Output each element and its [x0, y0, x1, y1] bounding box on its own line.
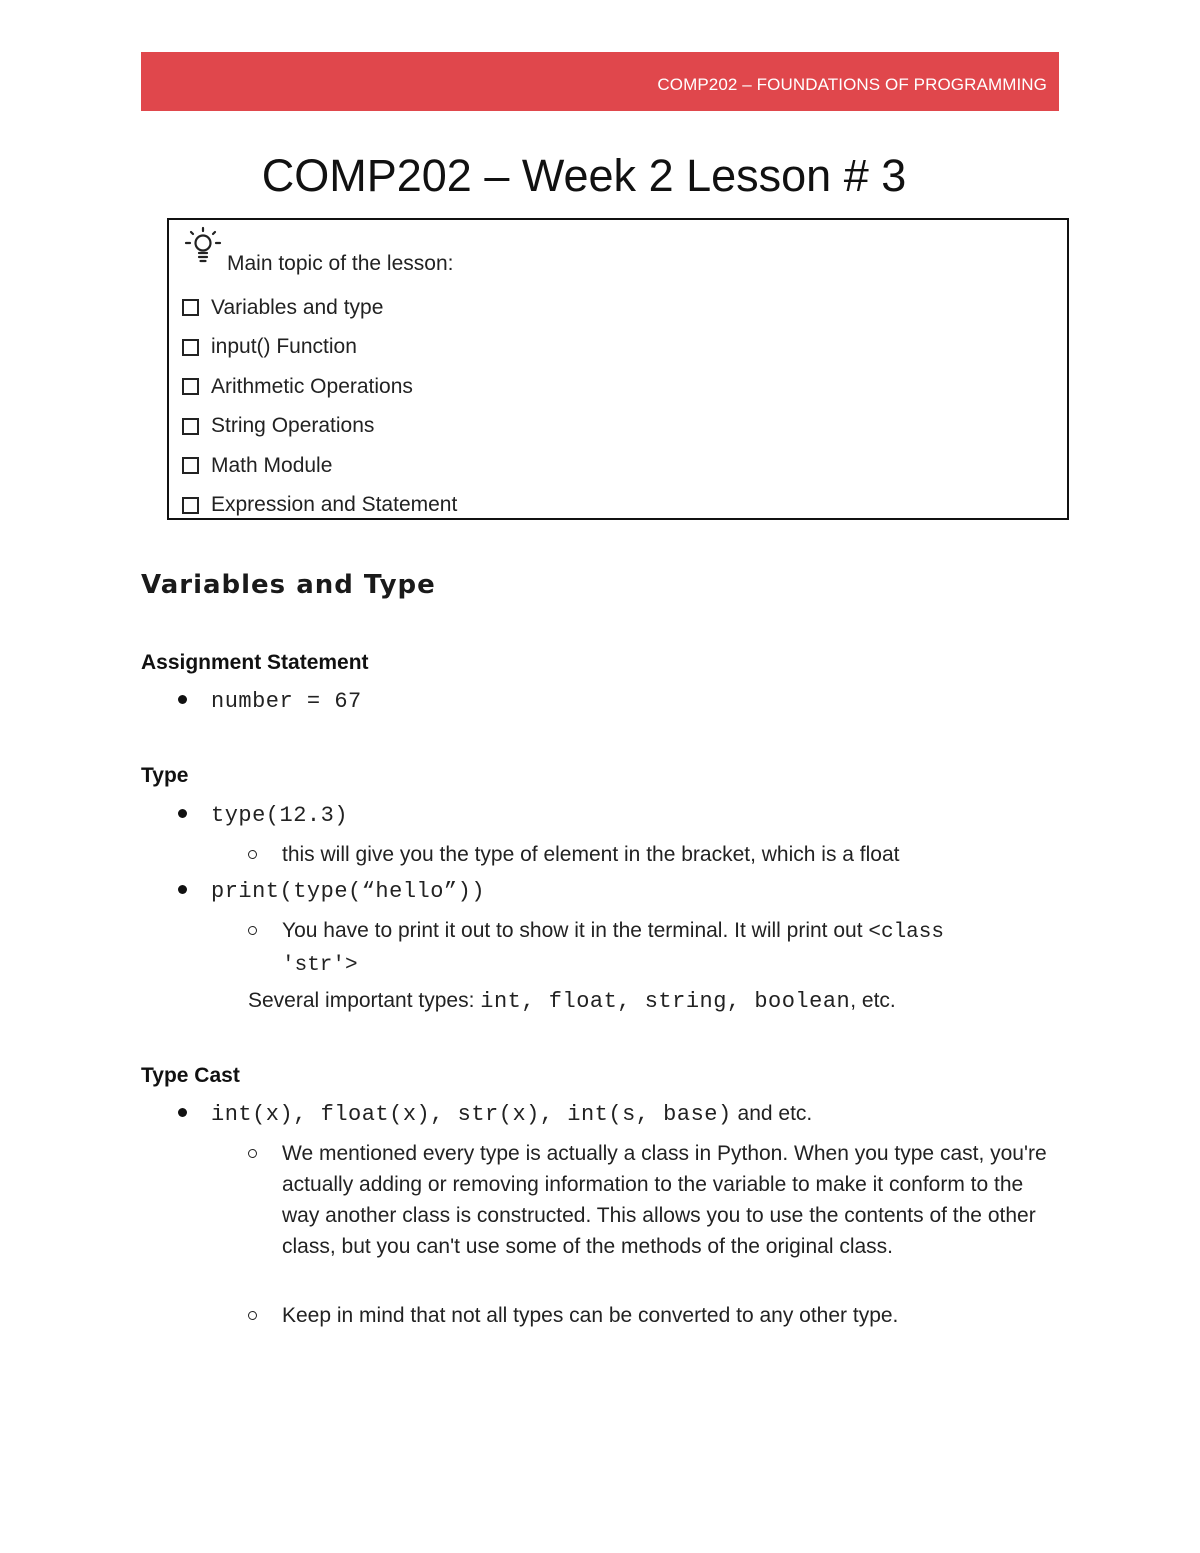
type-heading: Type — [141, 764, 189, 787]
typecast-heading: Type Cast — [141, 1064, 240, 1087]
bullet-icon — [178, 885, 187, 894]
topic-label: Expression and Statement — [211, 493, 458, 517]
list-item — [180, 367, 457, 407]
type-note-2-text: You have to print it out to show it in the terminal. It will print out — [282, 919, 869, 942]
topic-list — [180, 288, 457, 525]
checkbox-icon — [182, 339, 199, 356]
type-code-2: print(type(“hello”)) — [211, 879, 486, 904]
header-bar — [141, 52, 1059, 111]
list-item — [180, 407, 457, 447]
checkbox-icon — [182, 299, 199, 316]
typecast-suffix: and etc. — [731, 1102, 813, 1125]
assignment-heading: Assignment Statement — [141, 651, 369, 674]
topic-label: Variables and type — [211, 295, 384, 319]
typecast-code: int(x), float(x), str(x), int(s, base) — [211, 1102, 732, 1127]
type-bullet-2 — [178, 879, 485, 904]
bullet-icon — [178, 695, 187, 704]
checkbox-icon — [182, 378, 199, 395]
type-code-1: type(12.3) — [211, 803, 349, 828]
sub-bullet-icon — [248, 1311, 257, 1320]
type-note-2-code: <class — [868, 921, 944, 944]
bullet-icon — [178, 809, 187, 818]
types-label: Several important types: — [248, 989, 481, 1012]
list-item — [180, 288, 457, 328]
topic-label: input() Function — [211, 335, 357, 359]
checkbox-icon — [182, 418, 199, 435]
sub-bullet-icon — [248, 850, 257, 859]
topic-heading: Main topic of the lesson: — [227, 252, 454, 275]
course-label: COMP202 – FOUNDATIONS OF PROGRAMMING — [657, 75, 1047, 94]
checkbox-icon — [182, 497, 199, 514]
type-note-1 — [248, 839, 1028, 870]
sub-bullet-icon — [248, 1149, 257, 1158]
section-title: Variables and Type — [141, 570, 436, 600]
types-code: int, float, string, boolean — [480, 989, 851, 1014]
list-item — [180, 486, 457, 526]
lightbulb-icon — [183, 226, 223, 268]
list-item — [180, 328, 457, 368]
topic-label: Math Module — [211, 453, 333, 477]
assignment-code: number = 67 — [211, 689, 362, 714]
types-suffix: , etc. — [850, 989, 896, 1012]
type-note-1-text: this will give you the type of element in the bracket, which is a float — [282, 843, 900, 866]
bullet-icon — [178, 1108, 187, 1117]
list-item — [180, 446, 457, 486]
topic-label: Arithmetic Operations — [211, 374, 413, 398]
typecast-note-1 — [248, 1138, 1048, 1262]
sub-bullet-icon — [248, 926, 257, 935]
type-note-2 — [248, 915, 1048, 981]
typecast-bullet — [178, 1102, 812, 1127]
typecast-note-1-text: We mentioned every type is actually a class in Python. When you type cast, you're actually adding or removing information to the variable to make it conform to the way another class is constructed. This allows you to use the contents of the other class, but you can't use some of the methods of the original class. — [282, 1142, 1047, 1258]
type-note-2-code-end: 'str'> — [282, 954, 358, 977]
typecast-note-2 — [248, 1300, 1048, 1331]
typecast-note-2-text: Keep in mind that not all types can be converted to any other type. — [282, 1304, 899, 1327]
checkbox-icon — [182, 457, 199, 474]
important-types — [248, 985, 896, 1017]
type-bullet-1 — [178, 803, 348, 828]
page-title: COMP202 – Week 2 Lesson # 3 — [261, 150, 907, 201]
topic-label: String Operations — [211, 414, 375, 438]
topic-box — [167, 218, 1069, 520]
assignment-bullet — [178, 689, 362, 714]
